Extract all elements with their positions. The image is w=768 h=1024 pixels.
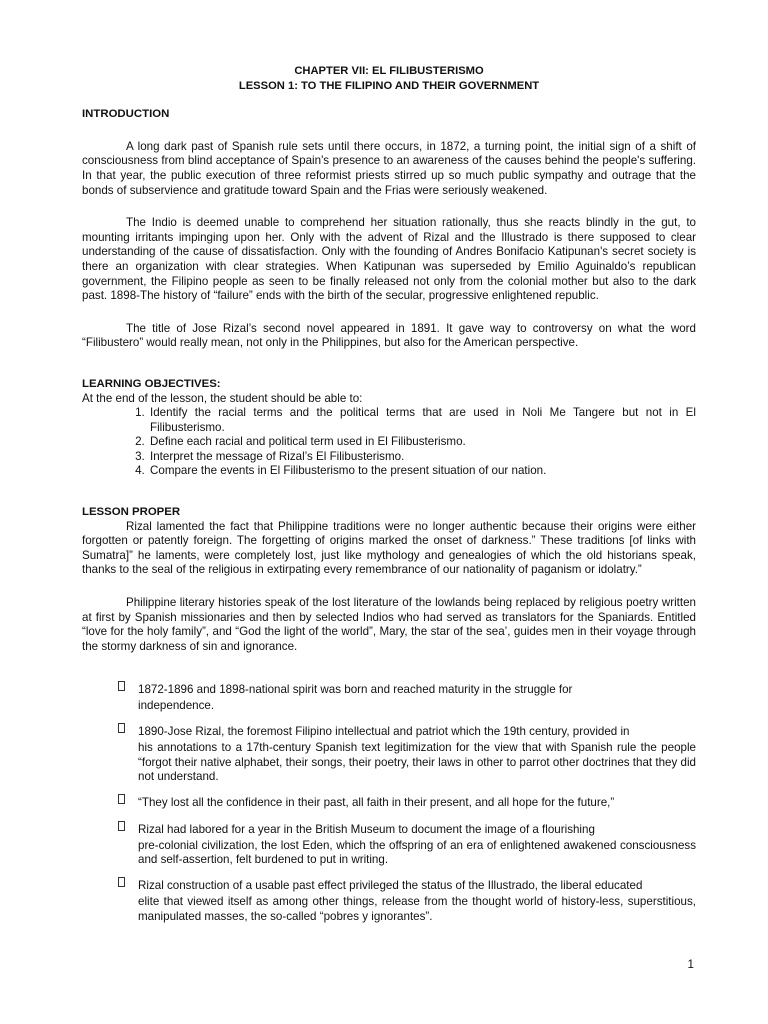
bullet-item xyxy=(82,820,696,868)
bullet-lead-text: 1890-Jose Rizal, the foremost Filipino intellectual and patriot which the 19th century, provided in xyxy=(138,725,630,738)
bullet-lead-text: Rizal construction of a usable past effect privileged the status of the Illustrado, the liberal educated xyxy=(138,878,643,892)
bullet-lead-text: 1872-1896 and 1898-national spirit was born and reached maturity in the struggle for xyxy=(138,683,573,697)
lesson-paragraph-2: Philippine literary histories speak of the lost literature of the lowlands being replaced by religious poetry written at first by Spanish missionaries and then by selected Indios who had served as translators for the Spaniards. Entitled “love for the holy family”, and “God the light of the world”, Mary, the star of the sea’, guides men in their voyage through the stormy darkness of sin and ignorance. xyxy=(82,596,696,653)
bullet-rest-text: his annotations to a 17th-century Spanish text legitimization for the view that with Spanish rule the people “forgot their native alphabet, their songs, their poetry, their laws in other to parrot other doctrines that they did not understand. xyxy=(138,741,696,784)
lesson-title: LESSON 1: TO THE FILIPINO AND THEIR GOVERNMENT xyxy=(238,79,540,92)
objective-item: 1. Identify the racial terms and the political terms that are used in Noli Me Tangere but not in El Filibusterismo. xyxy=(148,406,696,435)
objectives-list xyxy=(82,406,696,479)
bullet-lead-text: Rizal had labored for a year in the British Museum to document the image of a flourishing xyxy=(138,822,595,836)
objective-item: 4. Compare the events in El Filibusterismo to the present situation of our nation. xyxy=(148,464,696,479)
bullet-item xyxy=(82,876,696,924)
bullet-rest-text: pre-colonial civilization, the lost Eden, which the offspring of an era of enlightened awakened consciousness and self-assertion, felt burdened to put in writing. xyxy=(138,838,696,867)
bullet-rest-text: elite that viewed itself as among other things, release from the thought world of history-less, superstitious, manipulated masses, the so-called “pobres y ignorantes”. xyxy=(138,894,696,923)
bullet-box-icon xyxy=(118,877,125,887)
bullet-item xyxy=(82,680,696,714)
bullet-box-icon xyxy=(118,794,125,804)
bullet-item xyxy=(82,722,696,785)
objectives-heading: LEARNING OBJECTIVES: xyxy=(82,377,221,390)
introduction-heading: INTRODUCTION xyxy=(82,108,170,121)
objectives-intro: At the end of the lesson, the student should be able to: xyxy=(82,391,363,405)
page-number: 1 xyxy=(687,958,694,971)
bullet-lead-text: “They lost all the confidence in their past, all faith in their present, and all hope for the future,” xyxy=(138,795,615,809)
objective-item: 2. Define each racial and political term used in El Filibusterismo. xyxy=(148,435,696,450)
intro-paragraph-1: A long dark past of Spanish rule sets until there occurs, in 1872, a turning point, the initial sign of a shift of consciousness from blind acceptance of Spain's presence to an awareness of the causes behind the people's suffering. In that year, the public execution of three reformist priests stirred up so much public sympathy and outrage that the bonds of subservience and gratitude toward Spain and the Frias were seriously weakened. xyxy=(82,139,696,197)
lesson-paragraph-1: Rizal lamented the fact that Philippine traditions were no longer authentic because their origins were either forgotten or patently foreign. The forgetting of origins marked the onset of darkness.” These traditions [of links with Sumatra]” he laments, were completely lost, just like mythology and genealogies of which the old historians speak, thanks to the seal of the religious in extirpating every remembrance of our nationality of paganism or idolatry.” xyxy=(82,519,696,577)
lesson-bullet-list xyxy=(82,680,696,924)
bullet-box-icon xyxy=(118,821,125,831)
bullet-item xyxy=(82,793,696,812)
bullet-box-icon xyxy=(118,723,125,733)
bullet-box-icon xyxy=(118,681,125,691)
intro-paragraph-3: The title of Jose Rizal’s second novel appeared in 1891. It gave way to controversy on what the word “Filibustero” would really mean, not only in the Philippines, but also for the American perspective. xyxy=(82,321,696,350)
bullet-rest-text: independence. xyxy=(138,699,215,713)
objective-item: 3. Interpret the message of Rizal’s El Filibusterismo. xyxy=(148,450,696,465)
intro-paragraph-2: The Indio is deemed unable to comprehend her situation rationally, thus she reacts blindly in the gut, to mounting irritants impinging upon her. Only with the advent of Rizal and the Illustrado is there supposed to clear understanding of the cause of dissatisfaction. Only with the founding of Andres Bonifacio Katipunan's secret society is there an organization with clear strategies. When Katipunan was superseded by Emilio Aguinaldo’s republican government, the Filipino people as seen to be finally released not only from the colonial mother but also to the dark past. 1898-The history of “failure” ends with the birth of the secular, progressive enlightened republic. xyxy=(82,216,696,303)
chapter-title: CHAPTER VII: EL FILIBUSTERISMO xyxy=(294,65,484,77)
lesson-proper-heading: LESSON PROPER xyxy=(82,506,181,519)
